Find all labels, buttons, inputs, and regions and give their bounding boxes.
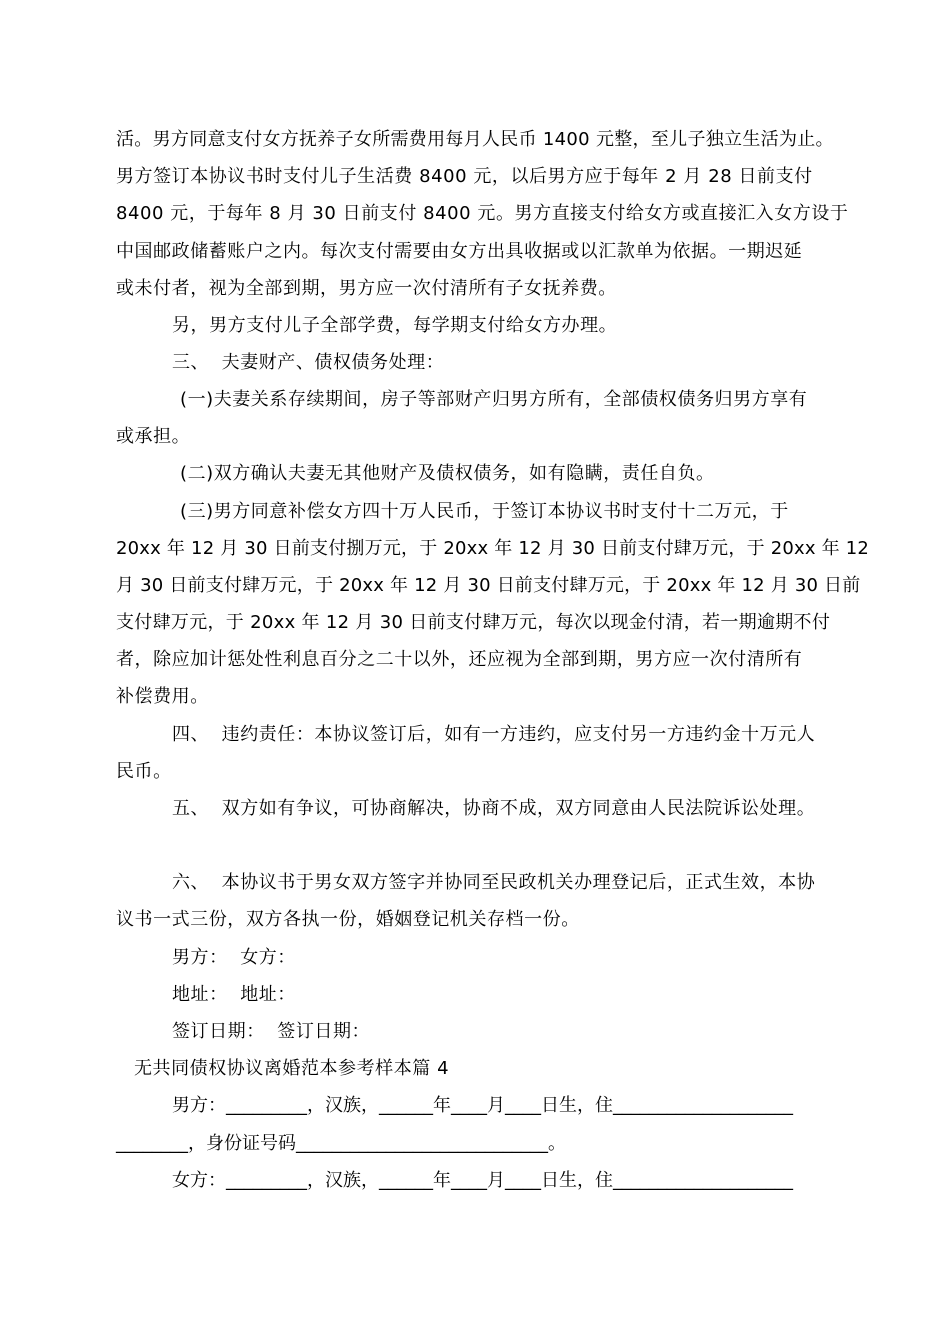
text-line: 中国邮政储蓄账户之内。每次支付需要由女方出具收据或以汇款单为依据。一期迟延	[116, 241, 803, 262]
form-line-male: 男方：_________，汉族，______年____月____日生，住____________________	[172, 1095, 793, 1116]
text-line: 民币。	[116, 761, 172, 782]
clause-line: (二)双方确认夫妻无其他财产及债权债务，如有隐瞒，责任自负。	[180, 463, 715, 484]
clause-line: (三)男方同意补偿女方四十万人民币，于签订本协议书时支付十二万元，于	[180, 501, 789, 522]
form-line-female: 女方：_________，汉族，______年____月____日生，住____________________	[172, 1170, 793, 1191]
text-line: 或承担。	[116, 426, 191, 447]
signature-party-line: 男方： 女方：	[172, 947, 296, 968]
form-line-id: ________，身份证号码____________________________。	[116, 1133, 566, 1154]
text-line: 或未付者，视为全部到期，男方应一次付清所有子女抚养费。	[116, 278, 617, 299]
text-line: 补偿费用。	[116, 686, 209, 707]
text-line: 者，除应加计惩处性利息百分之二十以外，还应视为全部到期，男方应一次付清所有	[116, 649, 803, 670]
clause-line: (一)夫妻关系存续期间，房子等部财产归男方所有，全部债权债务归男方享有	[180, 389, 808, 410]
text-line: 8400 元，于每年 8 月 30 日前支付 8400 元。男方直接支付给女方或直接汇入女方设于	[116, 203, 849, 224]
text-line: 20xx 年 12 月 30 日前支付捌万元，于 20xx 年 12 月 30 日前支付肆万元，于 20xx 年 12	[116, 538, 870, 559]
text-line: 月 30 日前支付肆万元，于 20xx 年 12 月 30 日前支付肆万元，于 20xx 年 12 月 30 日前	[116, 575, 861, 596]
signature-address-line: 地址： 地址：	[172, 984, 296, 1005]
section-heading: 五、 双方如有争议，可协商解决，协商不成，双方同意由人民法院诉讼处理。	[172, 798, 816, 819]
text-line: 男方签订本协议书时支付儿子生活费 8400 元，以后男方应于每年 2 月 28 日前支付	[116, 166, 813, 187]
text-line: 支付肆万元，于 20xx 年 12 月 30 日前支付肆万元，每次以现金付清，若一期逾期不付	[116, 612, 831, 633]
signature-date-line: 签订日期： 签订日期：	[172, 1021, 371, 1042]
section-heading: 三、 夫妻财产、债权债务处理：	[172, 352, 445, 373]
section-heading: 四、 违约责任：本协议签订后，如有一方违约，应支付另一方违约金十万元人	[172, 724, 816, 745]
text-line: 议书一式三份，双方各执一份，婚姻登记机关存档一份。	[116, 909, 580, 930]
text-line: 活。男方同意支付女方抚养子女所需费用每月人民币 1400 元整，至儿子独立生活为止。	[116, 129, 834, 150]
section-heading: 六、 本协议书于男女双方签字并协同至民政机关办理登记后，正式生效，本协	[172, 872, 816, 893]
paragraph-line: 另，男方支付儿子全部学费，每学期支付给女方办理。	[172, 315, 618, 336]
section-title: 无共同债权协议离婚范本参考样本篇 4	[134, 1058, 450, 1079]
